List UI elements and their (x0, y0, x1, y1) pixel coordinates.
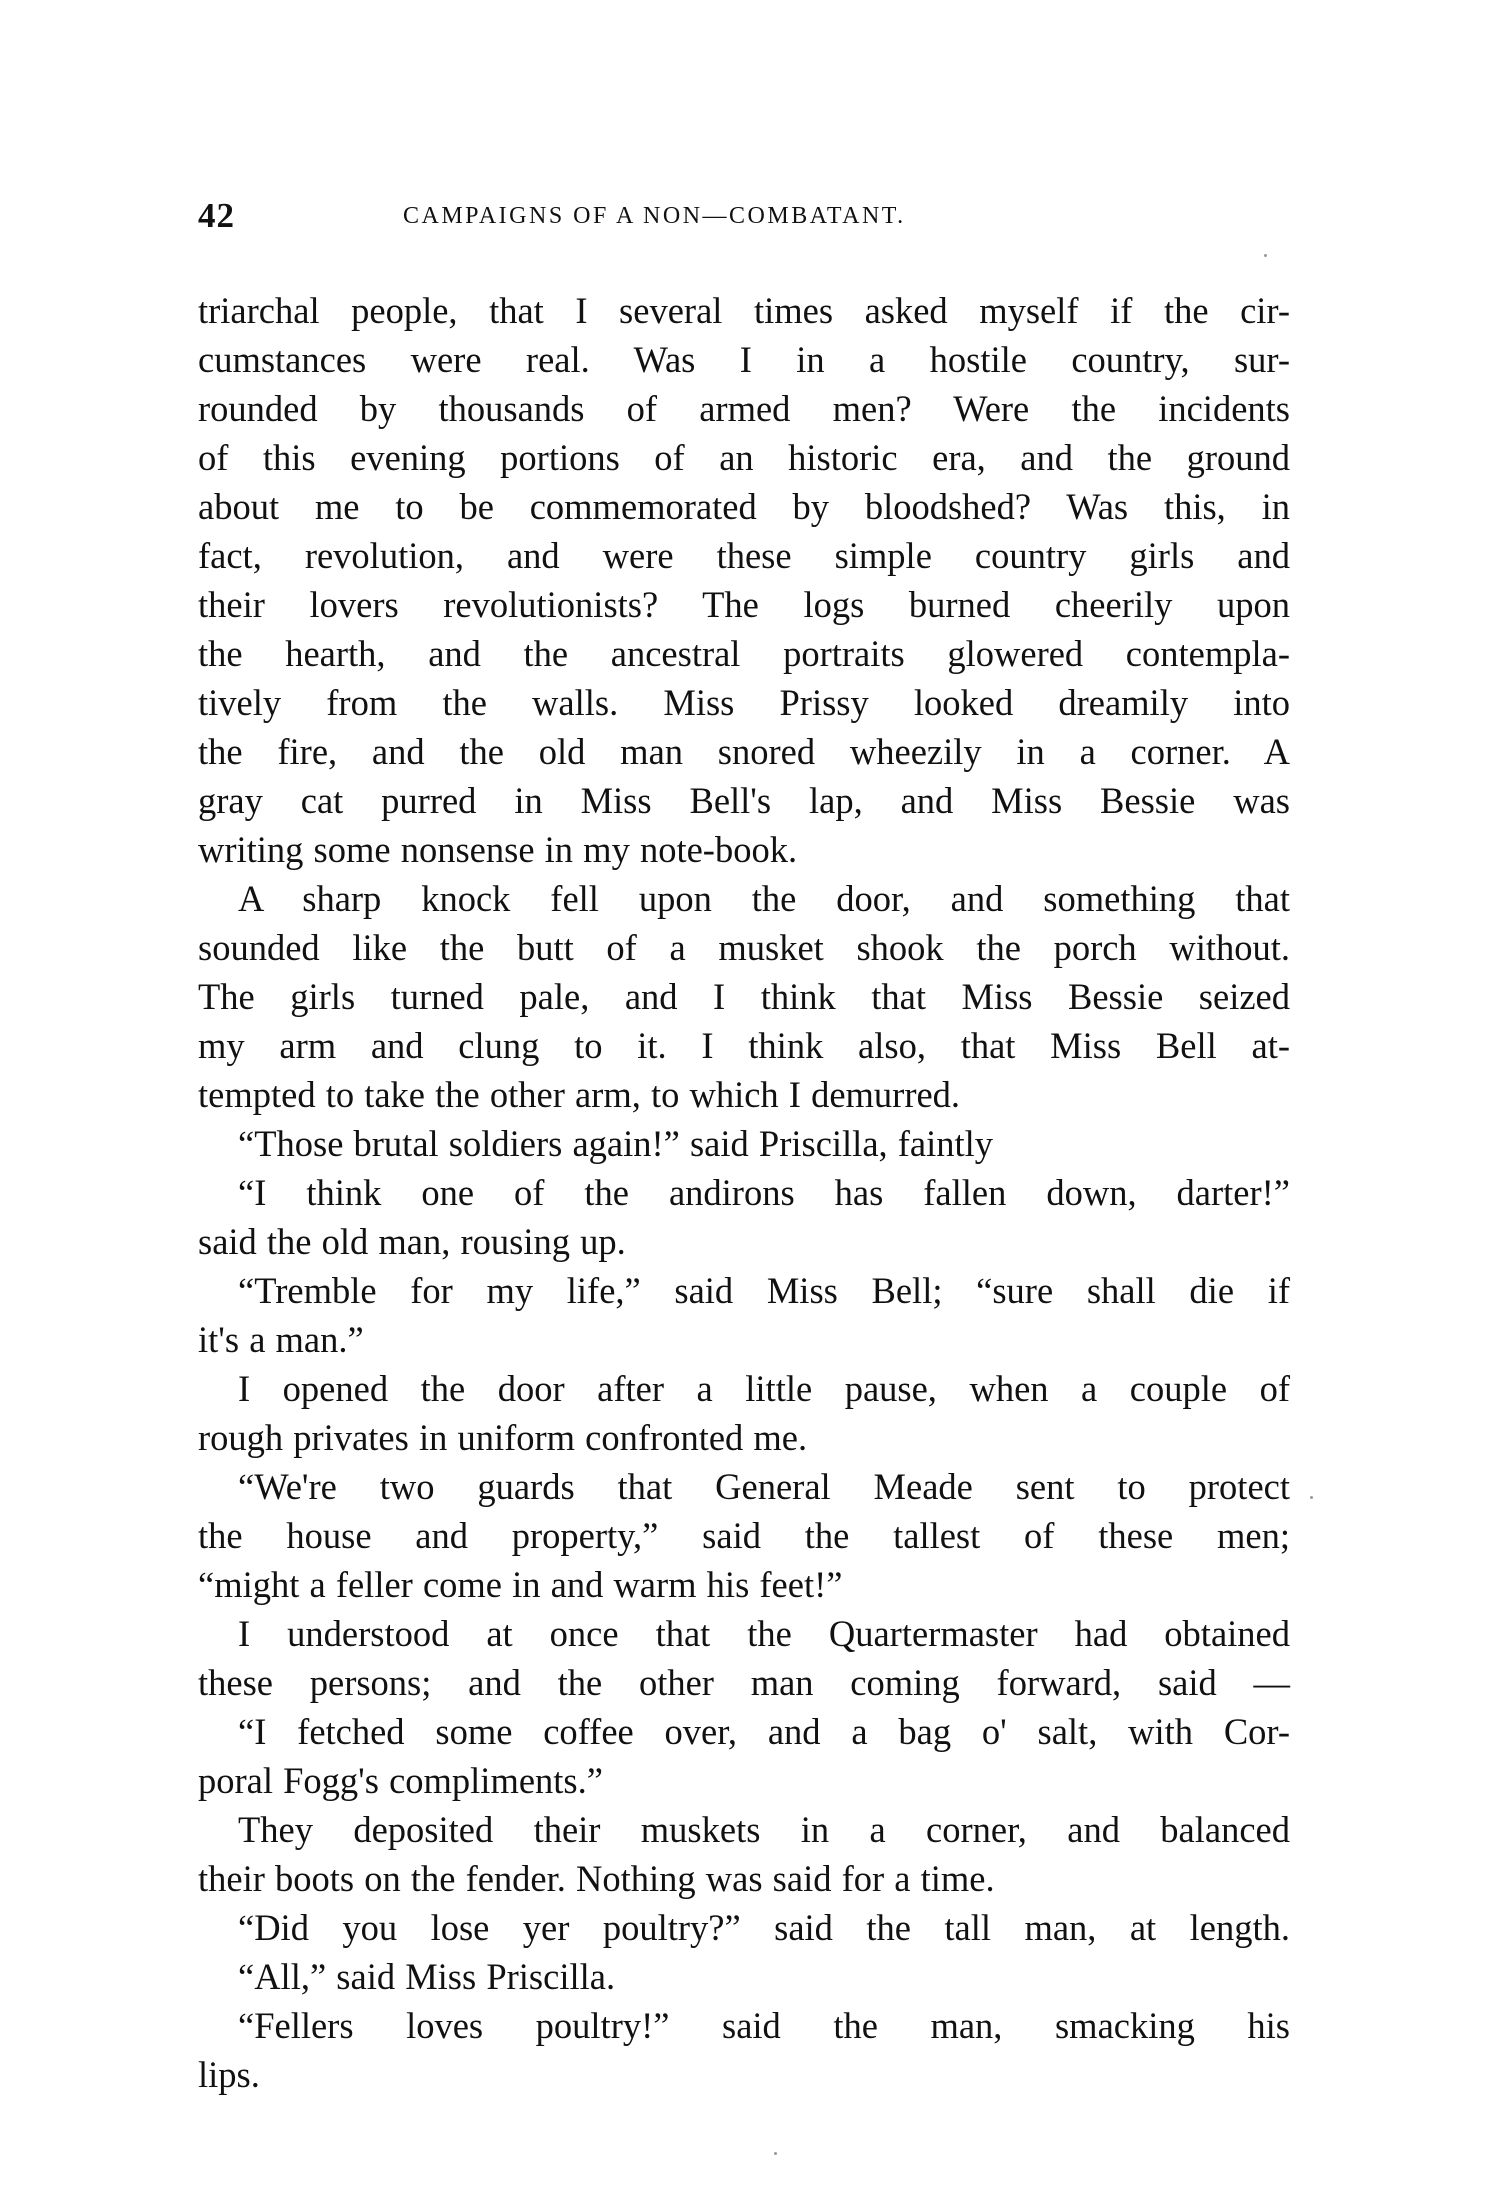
text-line: said the old man, rousing up. (198, 1221, 626, 1262)
text-line: these persons; and the other man coming forward, said — (198, 1662, 1290, 1703)
text-body (198, 286, 1290, 2099)
text-line: “I fetched some coffee over, and a bag o' salt, with Cor- (238, 1711, 1290, 1752)
text-line: fact, revolution, and were these simple country girls and (198, 535, 1290, 576)
text-line: of this evening portions of an historic era, and the ground (198, 437, 1290, 478)
text-line: poral Fogg's compliments.” (198, 1760, 603, 1801)
text-line: A sharp knock fell upon the door, and something that (238, 878, 1290, 919)
print-speck (1264, 254, 1267, 257)
text-line: triarchal people, that I several times asked myself if the cir- (198, 290, 1290, 331)
text-line: I opened the door after a little pause, when a couple of (238, 1368, 1290, 1409)
text-line: The girls turned pale, and I think that Miss Bessie seized (198, 976, 1290, 1017)
text-line: the fire, and the old man snored wheezily in a corner. A (198, 731, 1290, 772)
text-line: “Tremble for my life,” said Miss Bell; “sure shall die if (238, 1270, 1290, 1311)
running-head (198, 196, 1290, 244)
text-line: “Fellers loves poultry!” said the man, smacking his (238, 2005, 1290, 2046)
text-line: cumstances were real. Was I in a hostile country, sur- (198, 339, 1290, 380)
text-line: tempted to take the other arm, to which I demurred. (198, 1074, 961, 1115)
text-line: their boots on the fender. Nothing was said for a time. (198, 1858, 995, 1899)
page-number: 42 (198, 196, 235, 235)
text-line: the house and property,” said the tallest of these men; (198, 1515, 1290, 1556)
text-line: writing some nonsense in my note-book. (198, 829, 798, 870)
print-speck (774, 2152, 777, 2155)
text-line: They deposited their muskets in a corner, and balanced (238, 1809, 1290, 1850)
text-line: it's a man.” (198, 1319, 364, 1360)
text-line: I understood at once that the Quartermaster had obtained (238, 1613, 1290, 1654)
print-speck (1310, 1496, 1313, 1499)
text-line: rough privates in uniform confronted me. (198, 1417, 808, 1458)
text-line: their lovers revolutionists? The logs burned cheerily upon (198, 584, 1290, 625)
text-line: “Those brutal soldiers again!” said Priscilla, faintly (238, 1123, 994, 1164)
text-line: lips. (198, 2054, 260, 2095)
running-title: CAMPAIGNS OF A NON—COMBATANT. (403, 203, 906, 229)
text-line: “might a feller come in and warm his feet!” (198, 1564, 843, 1605)
text-line: gray cat purred in Miss Bell's lap, and Miss Bessie was (198, 780, 1290, 821)
text-line: “I think one of the andirons has fallen down, darter!” (238, 1172, 1290, 1213)
text-line: tively from the walls. Miss Prissy looked dreamily into (198, 682, 1290, 723)
text-line: the hearth, and the ancestral portraits glowered contempla- (198, 633, 1290, 674)
text-line: “We're two guards that General Meade sent to protect (238, 1466, 1290, 1507)
text-line: rounded by thousands of armed men? Were the incidents (198, 388, 1290, 429)
text-line: “Did you lose yer poultry?” said the tall man, at length. (238, 1907, 1290, 1948)
text-line: about me to be commemorated by bloodshed? Was this, in (198, 486, 1290, 527)
text-line: sounded like the butt of a musket shook the porch without. (198, 927, 1290, 968)
text-line: my arm and clung to it. I think also, that Miss Bell at- (198, 1025, 1290, 1066)
text-line: “All,” said Miss Priscilla. (238, 1956, 616, 1997)
